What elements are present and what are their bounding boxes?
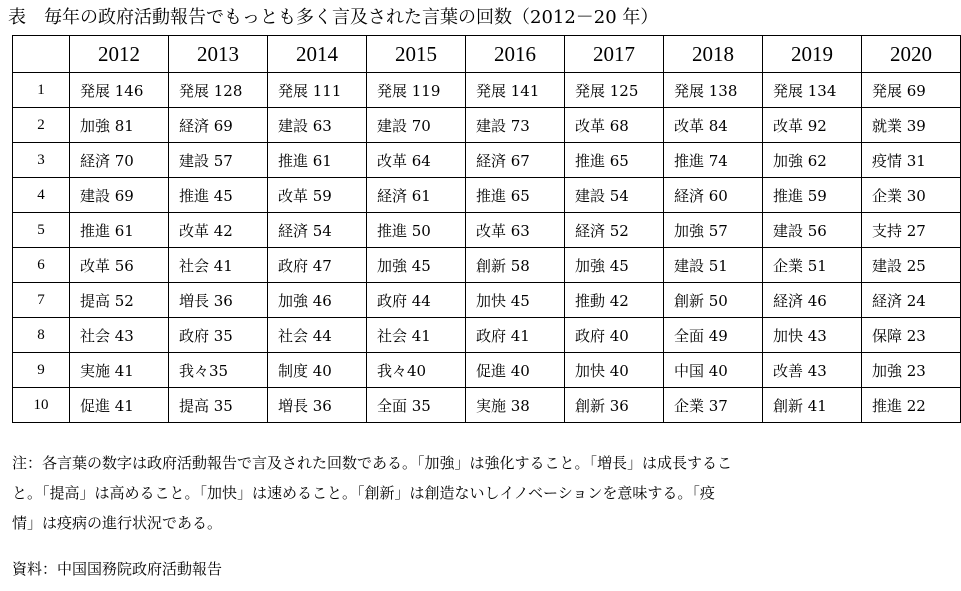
rank-cell: 10 xyxy=(13,388,70,423)
word-count-cell: 改善 43 xyxy=(763,353,862,388)
word-count-cell: 我々35 xyxy=(169,353,268,388)
word-count-cell: 提高 52 xyxy=(70,283,169,318)
word-count-cell: 推進 50 xyxy=(367,213,466,248)
word-count-cell: 社会 43 xyxy=(70,318,169,353)
word-count-cell: 建設 73 xyxy=(466,108,565,143)
word-count-cell: 加強 57 xyxy=(664,213,763,248)
word-count-cell: 改革 92 xyxy=(763,108,862,143)
year-header: 2015 xyxy=(367,36,466,73)
word-count-cell: 建設 51 xyxy=(664,248,763,283)
table-row xyxy=(13,318,961,353)
footnote-line: 注：各言葉の数字は政府活動報告で言及された回数である。「加強」は強化すること。「増長」は成長するこ xyxy=(12,454,733,472)
word-count-cell: 経済 67 xyxy=(466,143,565,178)
word-count-cell: 推進 74 xyxy=(664,143,763,178)
rank-cell: 8 xyxy=(13,318,70,353)
word-count-cell: 経済 52 xyxy=(565,213,664,248)
table-row xyxy=(13,143,961,178)
word-count-cell: 発展 134 xyxy=(763,73,862,108)
year-header: 2019 xyxy=(763,36,862,73)
table-row xyxy=(13,178,961,213)
rank-cell: 7 xyxy=(13,283,70,318)
table-title: 表 毎年の政府活動報告でもっとも多く言及された言葉の回数（2012－20 年） xyxy=(8,7,659,28)
footnote-line: 情」は疫病の進行状況である。 xyxy=(12,514,223,532)
footnote-line: と。「提高」は高めること。「加快」は速めること。「創新」は創造ないしイノベーションを意味する。「疫 xyxy=(12,484,715,502)
table-row xyxy=(13,388,961,423)
word-count-cell: 政府 44 xyxy=(367,283,466,318)
word-count-cell: 増長 36 xyxy=(268,388,367,423)
word-count-cell: 改革 64 xyxy=(367,143,466,178)
word-count-cell: 加強 81 xyxy=(70,108,169,143)
word-count-cell: 加強 23 xyxy=(862,353,961,388)
word-count-cell: 制度 40 xyxy=(268,353,367,388)
word-count-cell: 中国 40 xyxy=(664,353,763,388)
word-count-cell: 企業 30 xyxy=(862,178,961,213)
word-count-cell: 全面 49 xyxy=(664,318,763,353)
word-count-cell: 支持 27 xyxy=(862,213,961,248)
word-count-cell: 加強 62 xyxy=(763,143,862,178)
word-count-cell: 発展 111 xyxy=(268,73,367,108)
rank-cell: 6 xyxy=(13,248,70,283)
word-count-cell: 推動 42 xyxy=(565,283,664,318)
table-row xyxy=(13,108,961,143)
word-count-cell: 改革 42 xyxy=(169,213,268,248)
rank-cell: 1 xyxy=(13,73,70,108)
word-count-cell: 創新 36 xyxy=(565,388,664,423)
word-count-cell: 社会 41 xyxy=(169,248,268,283)
word-count-cell: 我々40 xyxy=(367,353,466,388)
word-count-cell: 全面 35 xyxy=(367,388,466,423)
rank-cell: 4 xyxy=(13,178,70,213)
year-header: 2016 xyxy=(466,36,565,73)
word-count-cell: 社会 41 xyxy=(367,318,466,353)
word-count-cell: 加強 46 xyxy=(268,283,367,318)
word-count-cell: 発展 119 xyxy=(367,73,466,108)
word-count-cell: 提高 35 xyxy=(169,388,268,423)
word-count-cell: 創新 50 xyxy=(664,283,763,318)
word-count-cell: 促進 40 xyxy=(466,353,565,388)
word-count-cell: 促進 41 xyxy=(70,388,169,423)
word-count-cell: 改革 68 xyxy=(565,108,664,143)
word-count-cell: 建設 63 xyxy=(268,108,367,143)
footnote xyxy=(12,448,867,538)
word-count-cell: 推進 65 xyxy=(466,178,565,213)
word-count-cell: 改革 63 xyxy=(466,213,565,248)
word-count-cell: 経済 70 xyxy=(70,143,169,178)
word-count-cell: 加快 40 xyxy=(565,353,664,388)
word-count-cell: 建設 70 xyxy=(367,108,466,143)
word-count-cell: 推進 61 xyxy=(268,143,367,178)
word-count-cell: 政府 35 xyxy=(169,318,268,353)
word-count-cell: 建設 25 xyxy=(862,248,961,283)
word-count-cell: 改革 84 xyxy=(664,108,763,143)
word-count-cell: 経済 46 xyxy=(763,283,862,318)
table-row xyxy=(13,248,961,283)
word-count-cell: 建設 56 xyxy=(763,213,862,248)
word-count-cell: 推進 22 xyxy=(862,388,961,423)
word-count-cell: 発展 128 xyxy=(169,73,268,108)
table-row xyxy=(13,213,961,248)
word-count-cell: 創新 41 xyxy=(763,388,862,423)
word-count-cell: 経済 60 xyxy=(664,178,763,213)
word-count-cell: 経済 24 xyxy=(862,283,961,318)
word-count-cell: 企業 51 xyxy=(763,248,862,283)
word-count-cell: 実施 38 xyxy=(466,388,565,423)
table-body xyxy=(13,73,961,423)
word-count-cell: 政府 40 xyxy=(565,318,664,353)
word-count-cell: 疫情 31 xyxy=(862,143,961,178)
word-count-cell: 建設 54 xyxy=(565,178,664,213)
table-row xyxy=(13,283,961,318)
word-count-cell: 加快 43 xyxy=(763,318,862,353)
table-row xyxy=(13,353,961,388)
table-header-row xyxy=(13,36,961,73)
word-count-cell: 発展 69 xyxy=(862,73,961,108)
word-count-cell: 社会 44 xyxy=(268,318,367,353)
year-header: 2014 xyxy=(268,36,367,73)
word-count-cell: 建設 57 xyxy=(169,143,268,178)
word-count-cell: 加快 45 xyxy=(466,283,565,318)
table-row xyxy=(13,73,961,108)
word-count-cell: 建設 69 xyxy=(70,178,169,213)
word-count-cell: 推進 45 xyxy=(169,178,268,213)
word-count-cell: 発展 146 xyxy=(70,73,169,108)
word-count-cell: 発展 125 xyxy=(565,73,664,108)
rank-cell: 2 xyxy=(13,108,70,143)
word-count-cell: 改革 56 xyxy=(70,248,169,283)
rank-cell: 5 xyxy=(13,213,70,248)
year-header: 2013 xyxy=(169,36,268,73)
word-count-cell: 経済 54 xyxy=(268,213,367,248)
rank-cell: 3 xyxy=(13,143,70,178)
word-count-cell: 改革 59 xyxy=(268,178,367,213)
source-note: 資料：中国国務院政府活動報告 xyxy=(12,560,223,578)
word-count-cell: 増長 36 xyxy=(169,283,268,318)
word-count-cell: 経済 69 xyxy=(169,108,268,143)
word-count-cell: 創新 58 xyxy=(466,248,565,283)
word-count-cell: 政府 47 xyxy=(268,248,367,283)
year-header: 2017 xyxy=(565,36,664,73)
word-frequency-table xyxy=(12,35,961,423)
word-count-cell: 就業 39 xyxy=(862,108,961,143)
word-count-cell: 推進 65 xyxy=(565,143,664,178)
corner-cell xyxy=(13,36,70,73)
word-count-cell: 発展 141 xyxy=(466,73,565,108)
rank-cell: 9 xyxy=(13,353,70,388)
year-header: 2012 xyxy=(70,36,169,73)
word-count-cell: 企業 37 xyxy=(664,388,763,423)
word-count-cell: 発展 138 xyxy=(664,73,763,108)
word-count-cell: 政府 41 xyxy=(466,318,565,353)
word-count-cell: 加強 45 xyxy=(565,248,664,283)
year-header: 2020 xyxy=(862,36,961,73)
word-count-cell: 推進 61 xyxy=(70,213,169,248)
year-header: 2018 xyxy=(664,36,763,73)
word-count-cell: 加強 45 xyxy=(367,248,466,283)
word-count-cell: 実施 41 xyxy=(70,353,169,388)
word-count-cell: 経済 61 xyxy=(367,178,466,213)
word-count-cell: 保障 23 xyxy=(862,318,961,353)
word-count-cell: 推進 59 xyxy=(763,178,862,213)
